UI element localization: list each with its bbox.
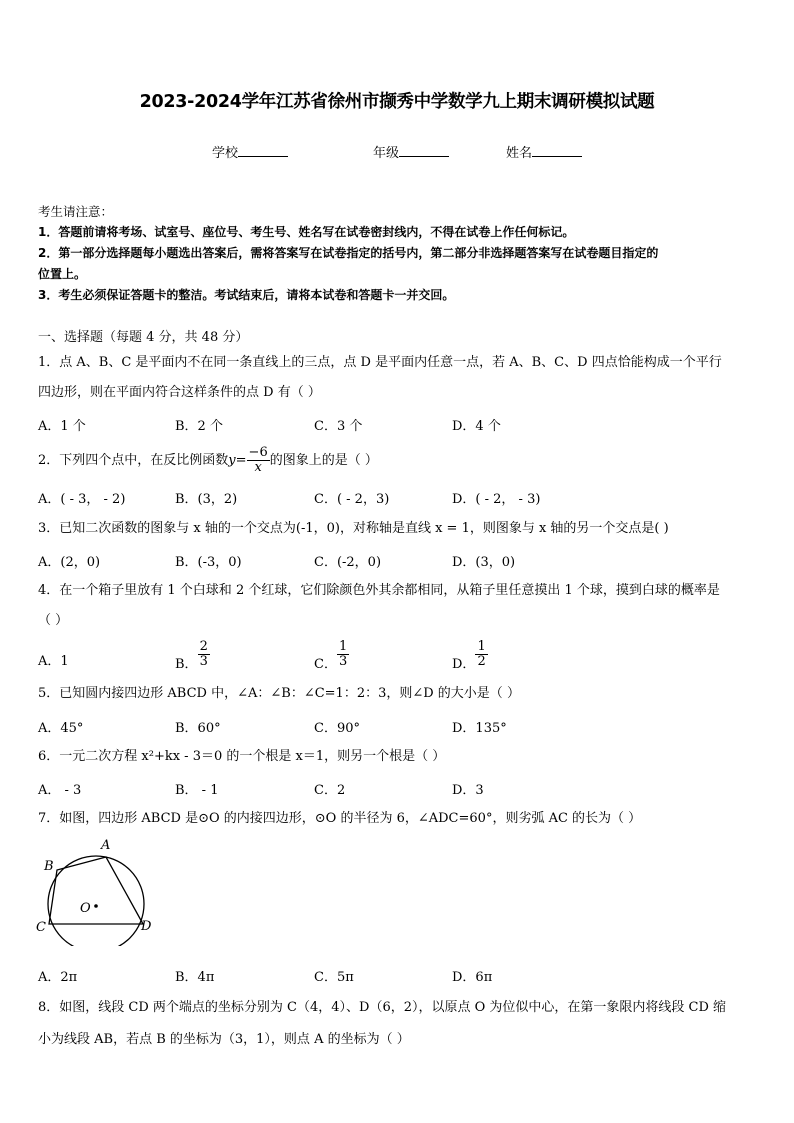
label-d: D bbox=[141, 919, 152, 934]
option-b: B．4π bbox=[175, 970, 215, 985]
grade-label: 年级 bbox=[373, 146, 400, 161]
page-title: 2023-2024学年江苏省徐州市撷秀中学数学九上期末调研模拟试题 bbox=[139, 92, 655, 112]
question-2-options bbox=[38, 488, 760, 510]
question-4-options bbox=[38, 640, 760, 678]
question-2-eq: = bbox=[235, 453, 247, 468]
option-c: C．(-2，0) bbox=[314, 555, 382, 570]
quadrilateral-abcd bbox=[49, 857, 143, 924]
option-d: D．( - 2， - 3) bbox=[452, 492, 541, 507]
fraction-denominator: 2 bbox=[477, 654, 486, 669]
school-label: 学校 bbox=[212, 146, 239, 161]
option-a: A．1 个 bbox=[38, 419, 86, 434]
option-b: B．60° bbox=[175, 721, 221, 736]
question-1-line2: 四边形，则在平面内符合这样条件的点 D 有（ ） bbox=[38, 385, 321, 400]
school-field bbox=[212, 142, 288, 161]
fraction-denominator: 3 bbox=[199, 654, 208, 669]
question-3-options bbox=[38, 551, 760, 573]
name-field bbox=[506, 142, 582, 161]
fraction-numerator: 1 bbox=[338, 639, 348, 654]
option-a: A．2π bbox=[38, 970, 78, 985]
name-blank bbox=[532, 144, 582, 157]
question-1 bbox=[38, 348, 760, 408]
option-c: C．2 bbox=[314, 783, 346, 798]
notice-item: 2．第一部分选择题每小题选出答案后，需将答案写在试卷指定的括号内，第二部分非选择题答案写在试卷题目指定的 bbox=[38, 246, 659, 260]
question-2-post: 的图象上的是（ ） bbox=[269, 453, 378, 468]
question-4 bbox=[38, 576, 760, 636]
option-b-fraction bbox=[198, 640, 210, 669]
question-1-options bbox=[38, 415, 760, 437]
grade-field bbox=[373, 142, 449, 161]
fraction-numerator: 1 bbox=[477, 639, 486, 654]
notice-item: 位置上。 bbox=[38, 267, 87, 281]
circle-quadrilateral-figure bbox=[34, 836, 164, 946]
fraction-denominator: 3 bbox=[338, 654, 348, 669]
option-a: A．(2，0) bbox=[38, 555, 101, 570]
question-7-options bbox=[38, 966, 760, 988]
question-6: 6．一元二次方程 x²+kx - 3＝0 的一个根是 x＝1，则另一个根是（ ） bbox=[38, 749, 446, 764]
option-b: B．(3，2) bbox=[175, 492, 238, 507]
question-2-pre: 2．下列四个点中，在反比例函数 bbox=[38, 453, 229, 468]
option-a: A．( - 3， - 2) bbox=[38, 492, 126, 507]
question-4-line2: （ ） bbox=[38, 613, 69, 628]
option-b bbox=[175, 639, 210, 672]
fraction-denominator: x bbox=[254, 460, 262, 475]
option-a: A．1 bbox=[38, 654, 69, 669]
option-a: A． - 3 bbox=[38, 783, 82, 798]
notice-block bbox=[38, 201, 760, 306]
option-b: B．(-3，0) bbox=[175, 555, 242, 570]
center-point bbox=[94, 904, 98, 908]
option-a: A．45° bbox=[38, 721, 84, 736]
option-b-label: B． bbox=[175, 657, 198, 672]
label-o: O bbox=[80, 901, 91, 916]
option-c: C．90° bbox=[314, 721, 360, 736]
question-8 bbox=[38, 992, 760, 1056]
option-d: D．6π bbox=[452, 970, 493, 985]
question-5: 5．已知圆内接四边形 ABCD 中，∠A：∠B：∠C=1：2：3，则∠D 的大小是（ ） bbox=[38, 686, 520, 701]
fraction-numerator: 2 bbox=[199, 639, 208, 654]
notice-item: 3．考生必须保证答题卡的整洁。考试结束后，请将本试卷和答题卡一并交回。 bbox=[38, 288, 455, 302]
option-d: D．135° bbox=[452, 721, 507, 736]
notice-head: 考生请注意： bbox=[38, 204, 114, 219]
option-c: C．( - 2，3) bbox=[314, 492, 390, 507]
question-2 bbox=[38, 444, 760, 478]
question-4-line1: 4．在一个箱子里放有 1 个白球和 2 个红球，它们除颜色外其余都相同，从箱子里任意摸出 1 个球，摸到白球的概率是 bbox=[38, 583, 720, 598]
grade-blank bbox=[399, 144, 449, 157]
label-b: B bbox=[44, 859, 54, 874]
label-c: C bbox=[36, 920, 46, 935]
option-d: D．(3，0) bbox=[452, 555, 516, 570]
option-c-fraction bbox=[337, 640, 349, 669]
question-6-options bbox=[38, 779, 760, 801]
fraction-numerator: −6 bbox=[248, 445, 268, 460]
question-2-fraction bbox=[247, 446, 270, 475]
name-label: 姓名 bbox=[506, 146, 533, 161]
option-b: B． - 1 bbox=[175, 783, 219, 798]
option-c: C．3 个 bbox=[314, 419, 363, 434]
question-1-line1: 1．点 A、B、C 是平面内不在同一条直线上的三点，点 D 是平面内任意一点，若 A、B、C、D 四点恰能构成一个平行 bbox=[38, 355, 722, 370]
option-c bbox=[314, 639, 349, 672]
question-3: 3．已知二次函数的图象与 x 轴的一个交点为(-1，0)，对称轴是直线 x = 1，则图象与 x 轴的另一个交点是( ) bbox=[38, 521, 669, 536]
question-7: 7．如图，四边形 ABCD 是⊙O 的内接四边形，⊙O 的半径为 6，∠ADC=60°，则劣弧 AC 的长为（ ） bbox=[38, 811, 642, 826]
notice-item: 1．答题前请将考场、试室号、座位号、考生号、姓名写在试卷密封线内，不得在试卷上作任何标记。 bbox=[38, 225, 575, 239]
option-c: C．5π bbox=[314, 970, 354, 985]
option-d: D．3 bbox=[452, 783, 484, 798]
question-5-options bbox=[38, 717, 760, 739]
option-b: B．2 个 bbox=[175, 419, 223, 434]
option-c-label: C． bbox=[314, 657, 337, 672]
school-blank bbox=[238, 144, 288, 157]
question-8-line1: 8．如图，线段 CD 两个端点的坐标分别为 C（4，4）、D（6，2），以原点 O 为位似中心，在第一象限内将线段 CD 缩 bbox=[38, 1000, 727, 1015]
question-8-line2: 小为线段 AB，若点 B 的坐标为（3，1），则点 A 的坐标为（ ） bbox=[38, 1032, 410, 1047]
option-d-fraction bbox=[475, 640, 487, 669]
section-heading: 一、选择题（每题 4 分，共 48 分） bbox=[38, 330, 249, 345]
option-d-label: D． bbox=[452, 657, 476, 672]
option-d: D．4 个 bbox=[452, 419, 501, 434]
label-a: A bbox=[101, 838, 111, 853]
question-2-y: y bbox=[228, 453, 236, 468]
option-d bbox=[452, 639, 488, 672]
